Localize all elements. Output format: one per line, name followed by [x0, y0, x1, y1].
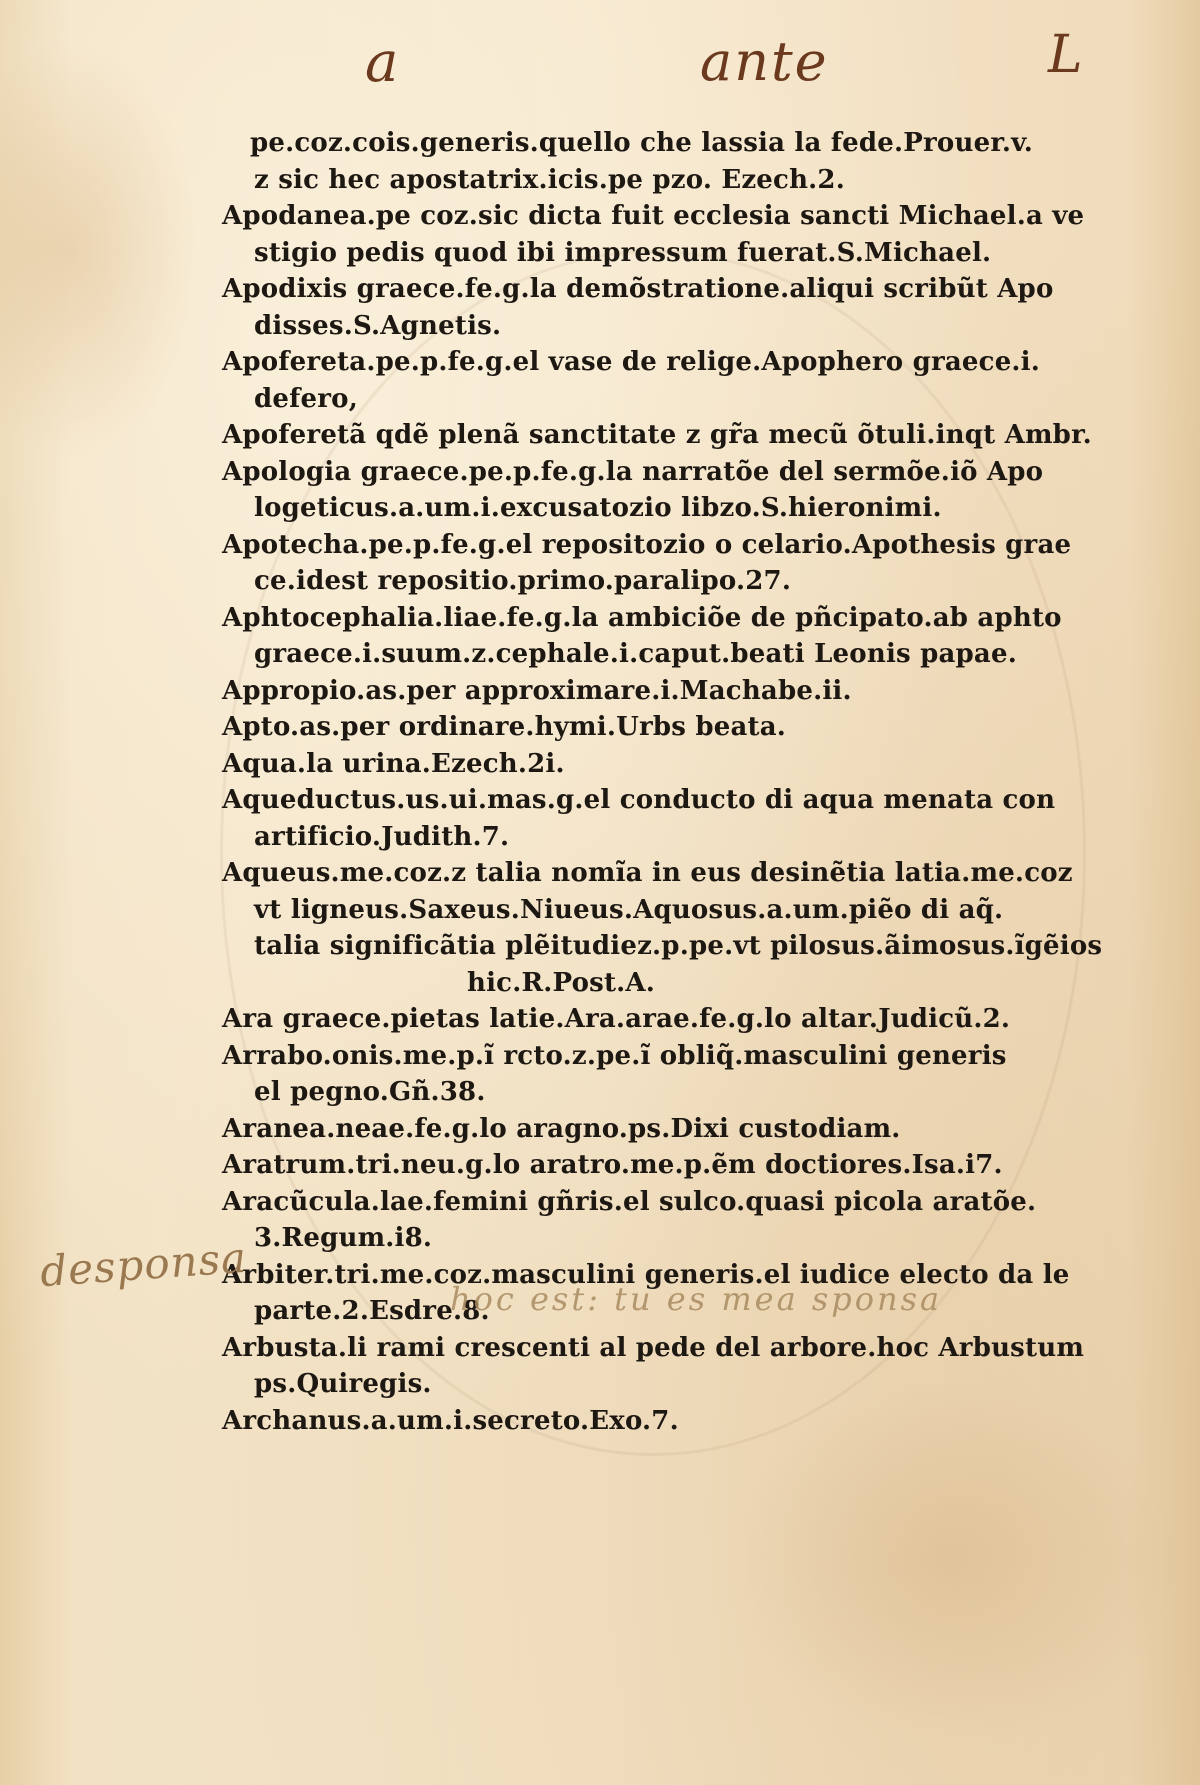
entry-headline: pe.coz.cois.generis.quello che lassia la fede.Prouer.v.: [250, 128, 1034, 158]
dictionary-entry: [222, 198, 1122, 271]
entry-headline: Apodanea.pe coz.sic dicta fuit ecclesia sancti Michael.a ve: [222, 201, 1085, 231]
folio-number: L: [1048, 25, 1083, 85]
dictionary-entry: [222, 271, 1122, 344]
entry-headline: Aracũcula.lae.femini gñris.el sulco.quasi picola aratõe.: [222, 1186, 1037, 1217]
entry-headline: Ara graece.pietas latie.Ara.arae.fe.g.lo altar.Judicũ.2.: [222, 1004, 1011, 1034]
dictionary-entry: [222, 125, 1122, 198]
entry-continuation: logeticus.a.um.i.excusatozio libzo.S.hieronimi.: [254, 493, 942, 523]
dictionary-entry: [222, 1330, 1122, 1403]
entry-continuation: vt ligneus.Saxeus.Niueus.Aquosus.a.um.piẽo di aq̃.: [254, 894, 1004, 925]
entry-continuation: parte.2.Esdre.8.: [254, 1296, 490, 1326]
entry-continuation: el pegno.Gñ.38.: [254, 1077, 486, 1107]
dictionary-entry: [222, 454, 1122, 527]
entry-headline: Apodixis graece.fe.g.la demõstratione.aliqui scribũt Apo: [222, 274, 1054, 304]
dictionary-entry: [222, 855, 1122, 1001]
entry-headline: Arbusta.li rami crescenti al pede del arbore.hoc Arbustum: [222, 1332, 1085, 1363]
entry-headline: Aranea.neae.fe.g.lo aragno.ps.Dixi custodiam.: [222, 1113, 901, 1144]
entry-continuation: disses.S.Agnetis.: [254, 310, 502, 341]
entry-headline: Aqua.la urina.Ezech.2i.: [222, 748, 565, 779]
dictionary-entry: [222, 1001, 1122, 1038]
dictionary-entry: [222, 600, 1122, 673]
entry-continuation: 3.Regum.i8.: [254, 1223, 433, 1253]
entry-headline: Archanus.a.um.i.secreto.Exo.7.: [222, 1405, 679, 1436]
entry-continuation: z sic hec apostatrix.icis.pe pzo. Ezech.2.: [254, 164, 845, 195]
entry-continuation: defero,: [254, 383, 358, 414]
dictionary-entry: [222, 1403, 1122, 1440]
entry-headline: Aratrum.tri.neu.g.lo aratro.me.p.ẽm doctiores.Isa.i7.: [222, 1150, 1003, 1180]
entry-headline: Aphtocephalia.liae.fe.g.la ambiciõe de pñcipato.ab aphto: [222, 602, 1062, 633]
dictionary-entry: [222, 1184, 1122, 1257]
entry-continuation: talia significãtia plẽitudiez.p.pe.vt pilosus.ãimosus.ĩgẽios: [254, 931, 1103, 961]
entry-headline: Arrabo.onis.me.p.ĩ rcto.z.pe.ĩ obliq̃.masculini generis: [222, 1040, 1007, 1071]
dictionary-text: [222, 125, 1122, 1439]
margin-annotation: desponsa: [38, 1232, 249, 1297]
entry-continuation: artificio.Judith.7.: [254, 821, 510, 852]
dictionary-entry: [222, 709, 1122, 746]
entry-headline: Appropio.as.per approximare.i.Machabe.ii.: [222, 675, 852, 706]
entry-continuation: ce.idest repositio.primo.paralipo.27.: [254, 566, 792, 596]
entry-headline: Apologia graece.pe.p.fe.g.la narratõe del sermõe.iõ Apo: [222, 456, 1044, 487]
dictionary-entry: [222, 746, 1122, 783]
entry-continuation: stigio pedis quod ibi impressum fuerat.S.Michael.: [254, 237, 992, 268]
dictionary-entry: [222, 782, 1122, 855]
dictionary-entry: [222, 1111, 1122, 1148]
dictionary-entry: [222, 1147, 1122, 1184]
entry-continuation: graece.i.suum.z.cephale.i.caput.beati Leonis papae.: [254, 639, 1017, 669]
dictionary-entry: [222, 527, 1122, 600]
header-word: ante: [700, 30, 829, 93]
dictionary-entry: [222, 1038, 1122, 1111]
entry-headline: Apoferetа.pe.p.fe.g.el vase de relige.Apophero graece.i.: [222, 347, 1041, 377]
entry-headline: Apotecha.pe.p.fe.g.el repositozio o celario.Apothesis grae: [222, 529, 1072, 560]
entry-headline: Apoferetã qdẽ plenã sanctitate z gr̃a mecũ õtuli.inqt Ambr.: [222, 420, 1092, 450]
entry-continuation: hic.R.Post.A.: [467, 967, 656, 998]
entry-headline: Arbiter.tri.me.coz.masculini generis.el iudice electo da le: [222, 1259, 1070, 1290]
dictionary-entry: [222, 417, 1122, 454]
overwritten-annotation: hoc est: tu es mea sponsa: [450, 1280, 943, 1318]
entry-continuation: ps.Quiregis.: [254, 1369, 432, 1399]
entry-headline: Aqueus.me.coz.z talia nomĩa in eus desinẽtia latia.me.coz: [222, 858, 1073, 888]
entry-headline: Aqueductus.us.ui.mas.g.el conducto di aqua menata con: [222, 785, 1056, 815]
dictionary-entry: [222, 673, 1122, 710]
header-letter: a: [365, 30, 399, 95]
dictionary-entry: [222, 344, 1122, 417]
paper-stain: [0, 40, 200, 460]
entry-headline: Apto.as.per ordinare.hymi.Urbs beata.: [222, 712, 787, 742]
